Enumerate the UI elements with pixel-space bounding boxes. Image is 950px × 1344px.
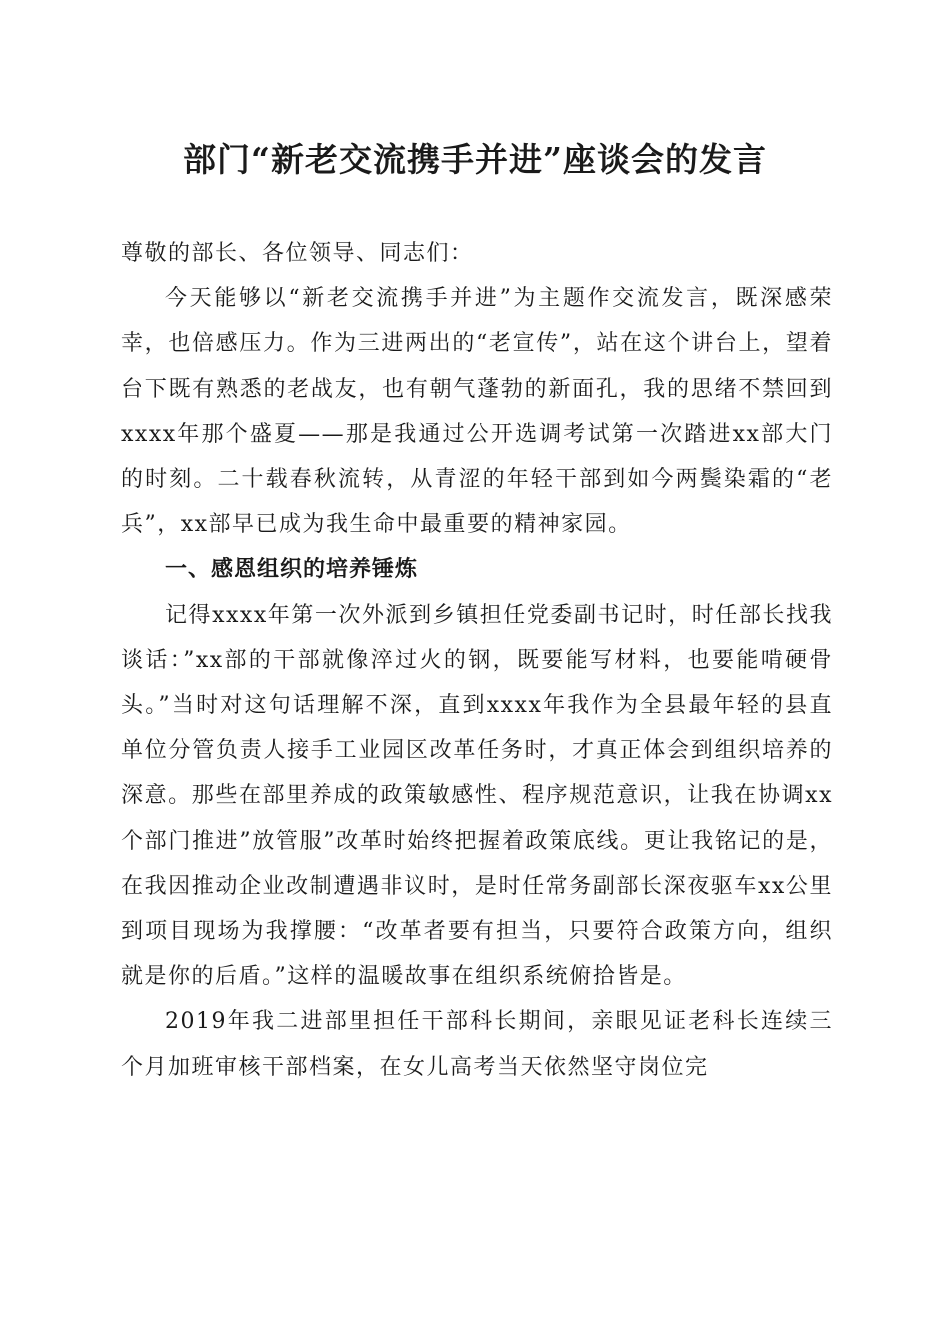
paragraph-section-1: 记得xxxx年第一次外派到乡镇担任党委副书记时，时任部长找我谈话：”xx部的干部就像淬过火的钢，既要能写材料，也要能啃硬骨头。”当时对这句话理解不深，直到xxxx年我作为全县最年轻的县直单位分管负责人接手工业园区改革任务时，才真正体会到组织培养的深意。那些在部里养成的政策敏感性、程序规范意识，让我在协调xx个部门推进”放管服”改革时始终把握着政策底线。更让我铭记的是，在我因推动企业改制遭遇非议时，是时任常务副部长深夜驱车xx公里到项目现场为我撑腰：“改革者要有担当，只要符合政策方向，组织就是你的后盾。”这样的温暖故事在组织系统俯拾皆是。 (121, 602, 833, 990)
document-body (121, 231, 833, 1090)
document-title: 部门“新老交流携手并进”座谈会的发言 (183, 140, 767, 179)
paragraph-intro: 今天能够以“新老交流携手并进”为主题作交流发言，既深感荣幸，也倍感压力。作为三进两出的“老宣传”，站在这个讲台上，望着台下既有熟悉的老战友，也有朝气蓬勃的新面孔，我的思绪不禁回到xxxx年那个盛夏——那是我通过公开选调考试第一次踏进xx部大门的时刻。二十载春秋流转，从青涩的年轻干部到如今两鬓染霜的“老兵”，xx部早已成为我生命中最重要的精神家园。 (121, 286, 833, 538)
section-heading: 一、感恩组织的培养锤炼 (165, 557, 419, 583)
paragraph-section-2: 2019年我二进部里担任干部科长期间，亲眼见证老科长连续三个月加班审核干部档案，在女儿高考当天依然坚守岗位完 (121, 1009, 833, 1080)
salutation: 尊敬的部长、各位领导、同志们： (121, 241, 474, 266)
